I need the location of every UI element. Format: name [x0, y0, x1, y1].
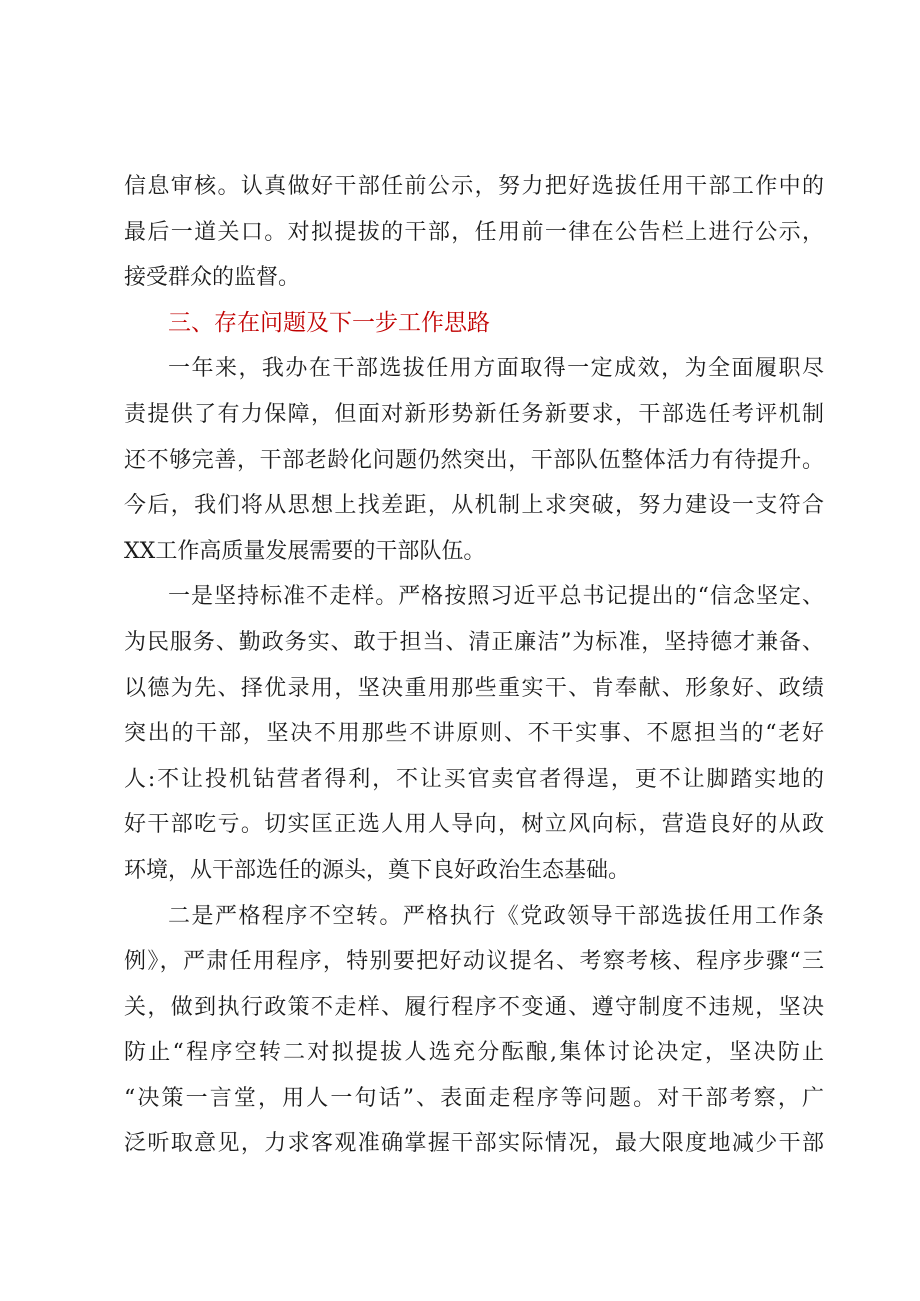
text-line: 信息审核。认真做好干部任前公示，努力把好选拔任用干部工作中的 [124, 174, 824, 199]
text-line: 责提供了有力保障，但面对新形势新任务新要求，干部选任考评机制 [124, 401, 824, 427]
text-line: 泛听取意见，力求客观准确掌握干部实际情况，最大限度地减少干部 [124, 1131, 824, 1157]
text-line: 今后，我们将从思想上找差距，从机制上求突破，努力建设一支符合 [124, 493, 824, 519]
document-body [124, 164, 824, 1167]
text-line: 接受群众的监督。 [124, 265, 301, 291]
text-line: 最后一道关口。对拟提拔的干部，任用前一律在公告栏上进行公示， [124, 219, 824, 245]
text-line: XX工作高质量发展需要的干部队伍。 [124, 538, 486, 564]
text-line: 突出的干部，坚决不用那些不讲原则、不干实事、不愿担当的“老好 [124, 721, 824, 747]
text-line: 还不够完善，干部老龄化问题仍然突出，干部队伍整体活力有待提升。 [124, 447, 824, 473]
text-line: 一是坚持标准不走样。严格按照习近平总书记提出的“信念坚定、 [168, 584, 824, 610]
text-line: 二是严格程序不空转。严格执行《党政领导干部选拔任用工作条 [168, 903, 824, 929]
text-line: 关，做到执行政策不走样、履行程序不变通、遵守制度不违规，坚决 [124, 994, 824, 1020]
text-line: “决策一言堂，用人一句话”、表面走程序等问题。对干部考察，广 [124, 1085, 824, 1111]
text-line: 一年来，我办在干部选拔任用方面取得一定成效，为全面履职尽 [168, 356, 824, 382]
paragraph-overview [124, 346, 824, 574]
text-line: 防止“程序空转二对拟提拔人选充分酝酿,集体讨论决定，坚决防止 [124, 1040, 824, 1066]
text-line: 以德为先、择优录用，坚决重用那些重实干、肯奉献、形象好、政绩 [124, 675, 824, 701]
text-line: 为民服务、勤政务实、敢于担当、清正廉洁”为标准，坚持德才兼备、 [124, 629, 824, 655]
section-heading: 三、存在问题及下一步工作思路 [168, 309, 490, 336]
intro-paragraph [124, 164, 824, 301]
paragraph-standards [124, 574, 824, 893]
text-line: 环境，从干部选任的源头，奠下良好政治生态基础。 [124, 857, 631, 883]
paragraph-procedures [124, 894, 824, 1168]
text-line: 人:不让投机钻营者得利，不让买官卖官者得逞，更不让脚踏实地的 [124, 766, 824, 792]
text-line: 好干部吃亏。切实匡正选人用人导向，树立风向标，营造良好的从政 [124, 812, 824, 838]
text-line: 例》，严肃任用程序，特别要把好动议提名、考察考核、程序步骤“三 [124, 949, 824, 975]
